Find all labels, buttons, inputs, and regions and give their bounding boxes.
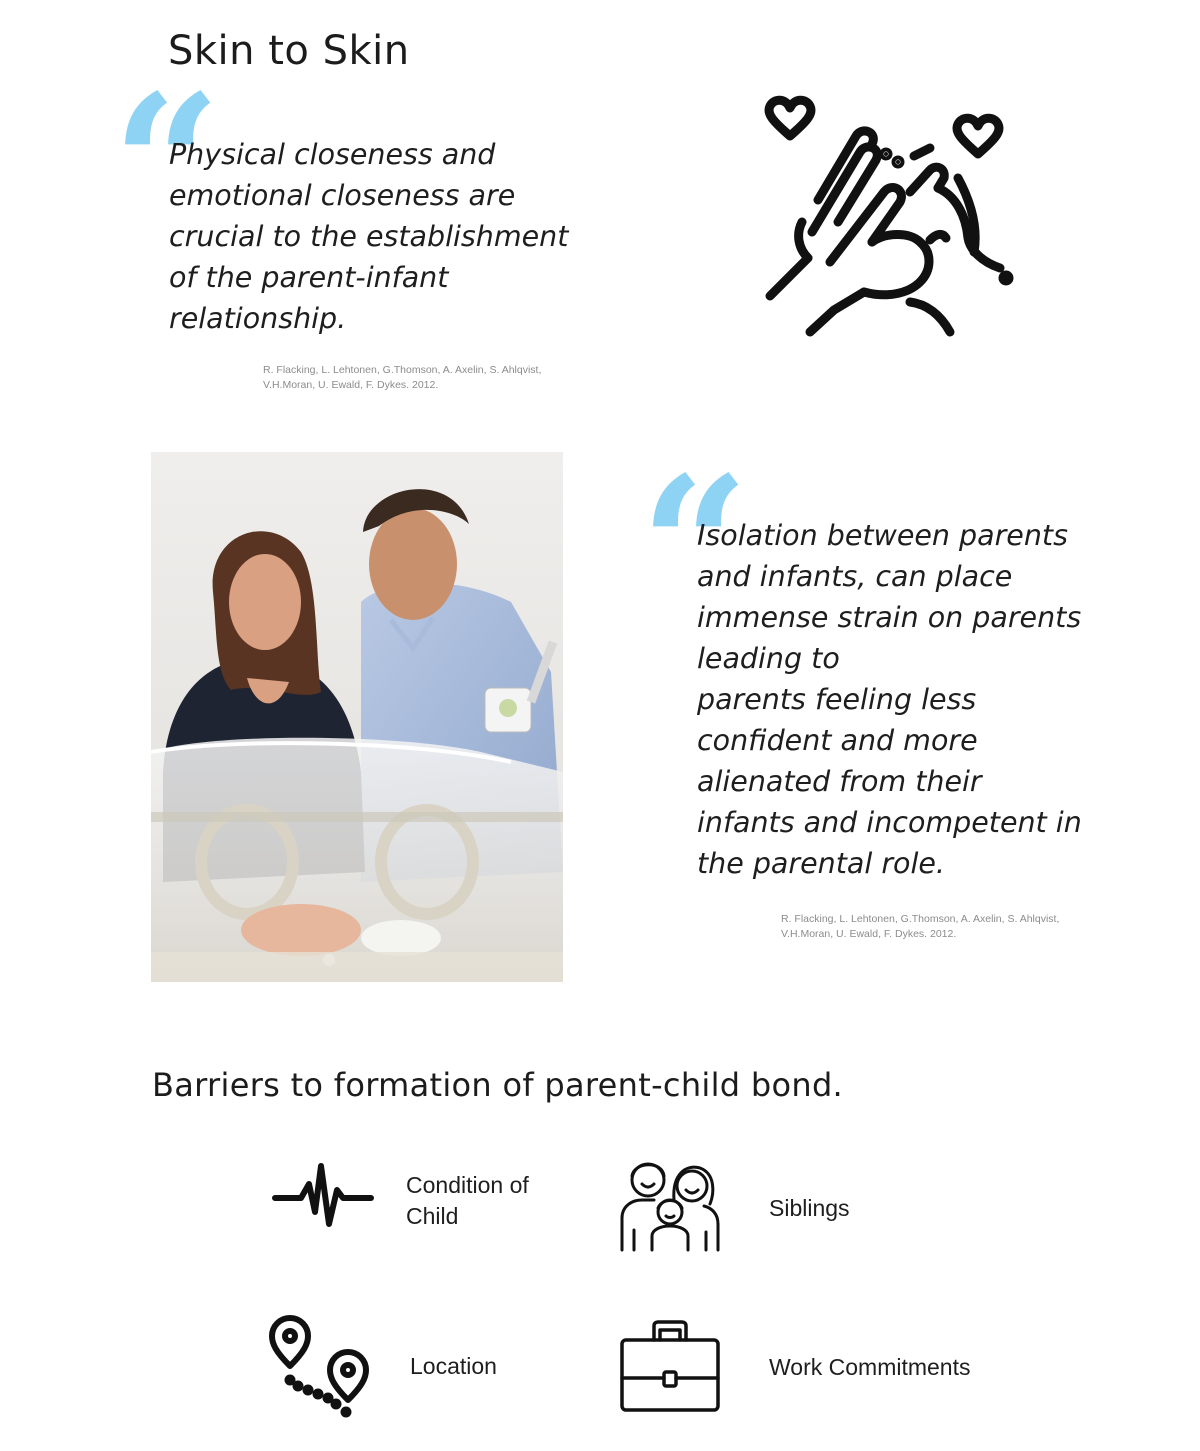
quote-2-line: the parental role.: [697, 847, 945, 880]
quote-2-line: infants and incompetent in: [697, 806, 1082, 839]
barriers-title: Barriers to formation of parent-child bond.: [152, 1066, 844, 1104]
quote-2-line: parents feeling less: [697, 683, 977, 716]
citation-1-line: V.H.Moran, U. Ewald, F. Dykes. 2012.: [263, 379, 439, 391]
quote-1: [169, 134, 589, 339]
briefcase-icon: [618, 1318, 722, 1414]
heartbeat-icon: [271, 1160, 375, 1230]
quote-1-line: emotional closeness are: [169, 179, 516, 212]
barrier-work-label: Work Commitments: [769, 1354, 971, 1380]
hands-with-hearts-icon: [760, 92, 1016, 342]
quote-1-line: of the parent-infant: [169, 261, 449, 294]
quote-2-line: and infants, can place: [697, 560, 1013, 593]
barrier-siblings-label: Siblings: [769, 1195, 850, 1221]
barrier-condition-line: Condition of: [406, 1172, 529, 1198]
parents-with-infant-in-incubator: [151, 452, 563, 982]
quote-1-line: crucial to the establishment: [169, 220, 569, 253]
quote-2-line: leading to: [697, 642, 840, 675]
page-title: Skin to Skin: [168, 28, 410, 74]
quote-1-line: relationship.: [169, 302, 347, 335]
family-icon: [616, 1156, 724, 1252]
quote-mark: “: [112, 53, 222, 276]
quote-2-line: alienated from their: [697, 765, 982, 798]
citation-2-line: V.H.Moran, U. Ewald, F. Dykes. 2012.: [781, 928, 957, 940]
quote-2-line: Isolation between parents: [697, 519, 1068, 552]
barrier-condition-label: [406, 1170, 576, 1232]
citation-2: [781, 912, 1111, 942]
barrier-location-label: Location: [410, 1353, 497, 1379]
citation-1-line: R. Flacking, L. Lehtonen, G.Thomson, A. Axelin, S. Ahlqvist,: [263, 364, 542, 376]
quote-2-line: immense strain on parents: [697, 601, 1082, 634]
quote-2: [697, 515, 1117, 884]
barrier-condition-line: Child: [406, 1203, 459, 1229]
quote-1-line: Physical closeness and: [169, 138, 496, 171]
quote-mark: “: [640, 435, 750, 658]
quote-2-line: confident and more: [697, 724, 978, 757]
location-route-icon: [266, 1314, 372, 1418]
citation-1: [263, 363, 593, 393]
citation-2-line: R. Flacking, L. Lehtonen, G.Thomson, A. Axelin, S. Ahlqvist,: [781, 913, 1060, 925]
